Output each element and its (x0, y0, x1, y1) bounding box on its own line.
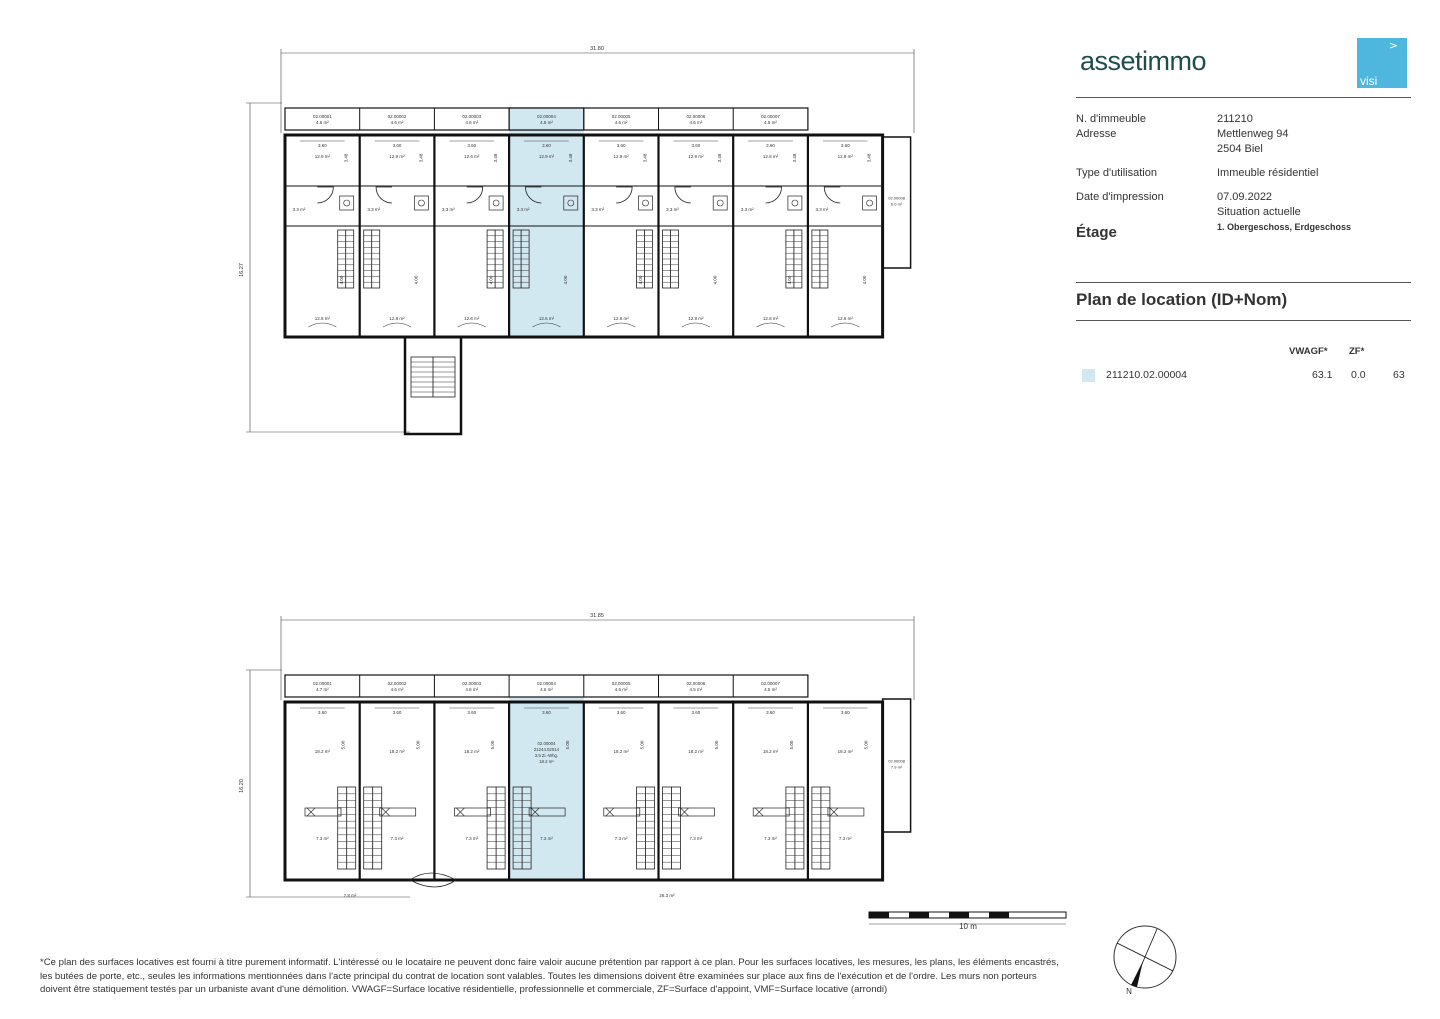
sink-bowl-icon (344, 200, 350, 206)
storage-area: 4.6 m² (315, 120, 329, 125)
section-divider-bottom (1076, 320, 1411, 321)
room-dimension-lower: 4.00 (413, 275, 419, 285)
storage-id: 02.00002 (387, 681, 407, 686)
unit (584, 141, 659, 327)
room-area-bottom: 7.3 m² (614, 836, 628, 841)
room-area-bottom: 12.9 m² (688, 316, 704, 321)
room-area-top: 12.9 m² (538, 154, 555, 159)
sink-icon (788, 196, 802, 210)
door-swing-icon (317, 187, 333, 203)
kitchen-counter (604, 808, 640, 816)
unit (300, 708, 356, 869)
window-arc (458, 323, 486, 327)
cell-width-dimension: 3.60 (766, 143, 775, 148)
door-swing-icon (616, 187, 632, 203)
appliance-icon (681, 808, 689, 816)
unit (364, 708, 421, 869)
section-divider-top (1076, 282, 1411, 283)
storage-id: 02.00003 (462, 681, 482, 686)
scale-label: 10 m (959, 922, 977, 931)
staircase-icon (663, 787, 681, 869)
print-date: 07.09.2022 (1217, 191, 1273, 203)
appliance-icon (606, 808, 614, 816)
logo-arrow-icon: > (1388, 39, 1398, 52)
room-area-bottom: 7.3 m² (540, 836, 553, 841)
room-area-top: 18.2 m² (613, 749, 629, 754)
kitchen-counter (305, 808, 341, 816)
sink-icon (414, 196, 428, 210)
appliance-icon (755, 808, 763, 816)
cell-width-dimension: 3.60 (392, 710, 402, 715)
kitchen-counter (828, 808, 864, 816)
storage-id: 02.00001 (312, 114, 332, 119)
room-area-bottom: 12.6 m² (613, 316, 629, 321)
storage-id: 02.00002 (387, 114, 407, 119)
cell-width-dimension: 3.60 (616, 143, 626, 148)
staircase-icon (786, 787, 804, 869)
room-dimension-upper: 3.48 (642, 153, 648, 163)
room-area-top: 18.2 m² (314, 749, 330, 754)
staircase-icon (364, 230, 380, 288)
room-dimension-upper: 3.48 (717, 153, 723, 163)
storage-area: 4.6 m² (390, 120, 404, 125)
storage-id: 02.00004 (537, 681, 556, 686)
cell-width-dimension: 3.60 (467, 710, 477, 715)
side-room-id: 02.00008 (888, 758, 905, 764)
scale-bar-segment (909, 912, 929, 918)
room-area-top: 12.9 m² (389, 154, 405, 159)
unit (748, 708, 804, 869)
room-dimension-lower: 4.00 (787, 275, 793, 285)
compass-needle-icon (1131, 961, 1143, 987)
cell-width-dimension: 3.60 (317, 710, 327, 715)
unit (808, 141, 883, 327)
storage-area: 4.7 m² (315, 687, 329, 692)
room-dimension-lower: 4.00 (861, 275, 867, 285)
building-no: 211210 (1217, 113, 1253, 125)
storage-area: 4.6 m² (540, 687, 553, 692)
appliance-icon (456, 808, 464, 816)
cell-width-dimension: 3.60 (616, 710, 626, 715)
outdoor-area-right: 26.3 m² (659, 893, 675, 898)
sink-bowl-icon (493, 200, 499, 206)
room-dimension-upper: 3.48 (418, 153, 424, 163)
staircase-icon (663, 230, 679, 288)
row-vmf: 63 (1393, 369, 1405, 381)
room-area-bottom: 7.3 m² (315, 836, 329, 841)
cell-width-dimension: 3.60 (840, 710, 850, 715)
brand-logo: assetimmo (1080, 46, 1207, 76)
scale-bar-segment (869, 912, 889, 918)
unit (733, 141, 808, 327)
sink-bowl-icon (792, 200, 798, 206)
staircase-icon (812, 230, 828, 288)
room-dimension-upper: 3.48 (791, 153, 797, 163)
floor-label: Étage (1076, 224, 1117, 241)
highlight-unit-label: 21244.02014 (533, 747, 559, 752)
storage-area: 4.6 m² (390, 687, 404, 692)
staircase-icon (487, 787, 505, 869)
highlight-unit-label: 02.00004 (537, 741, 556, 746)
side-room-area: 7.9 m² (890, 764, 903, 770)
outdoor-area-left: 7.8 m² (343, 893, 357, 898)
room-dimension-upper: 3.48 (866, 153, 872, 163)
door-swing-icon (675, 187, 691, 203)
highlight-unit-label: 18.2 m² (539, 759, 554, 764)
width-dimension: 31.80 (590, 46, 604, 52)
bath-area: 3.3 m² (815, 207, 829, 212)
unit (434, 141, 509, 327)
annex-stair-icon (411, 357, 455, 397)
height-dimension: 16.20 (239, 779, 245, 793)
unit (812, 708, 869, 869)
room-dimension-mid: 5.00 (490, 740, 496, 750)
north-label: N (1126, 987, 1132, 996)
staircase-icon (637, 787, 655, 869)
cell-width-dimension: 3.60 (691, 143, 701, 148)
ground-floor-plan (239, 613, 914, 898)
room-dimension-lower: 4.00 (712, 275, 718, 285)
unit (663, 708, 720, 869)
room-area-top: 18.2 m² (389, 749, 405, 754)
room-dimension-upper: 3.48 (343, 153, 349, 163)
side-room-area: 6.0 m² (890, 201, 903, 207)
col-vwagf: VWAGF* (1289, 346, 1328, 357)
address-label: Adresse (1076, 128, 1117, 140)
row-id: 211210.02.00004 (1106, 369, 1187, 381)
side-room-id: 02.00008 (888, 195, 905, 201)
staircase-icon (812, 787, 830, 869)
room-area-top: 18.2 m² (464, 749, 480, 754)
room-area-bottom: 7.3 m² (689, 836, 703, 841)
cell-width-dimension: 3.60 (766, 710, 775, 715)
staircase-icon (338, 787, 356, 869)
room-area-top: 18.2 m² (762, 749, 779, 754)
room-dimension-lower: 4.00 (637, 275, 643, 285)
bath-area: 3.3 m² (666, 207, 679, 212)
print-date-label: Date d'impression (1076, 191, 1164, 203)
storage-id: 02.00007 (761, 114, 780, 119)
storage-area: 4.5 m² (764, 687, 777, 692)
usage: Immeuble résidentiel (1217, 167, 1319, 179)
staircase-icon (364, 787, 382, 869)
kitchen-counter (380, 808, 416, 816)
storage-id: 02.00006 (686, 114, 706, 119)
storage-id: 02.00004 (537, 114, 556, 119)
room-dimension-upper: 3.48 (493, 153, 499, 163)
header-divider (1076, 97, 1411, 98)
room-area-bottom: 7.3 m² (390, 836, 404, 841)
room-dimension-mid: 5.00 (415, 740, 421, 750)
room-dimension-lower: 4.00 (339, 275, 344, 285)
building-no-label: N. d'immeuble (1076, 113, 1146, 125)
door-swing-icon (467, 187, 483, 203)
width-dimension: 31.85 (590, 613, 604, 619)
logo-text: visi (1360, 74, 1378, 88)
cell-width-dimension: 3.60 (542, 710, 551, 715)
cell-width-dimension: 3.60 (467, 143, 477, 148)
window-arc (831, 323, 859, 327)
storage-area: 4.6 m² (689, 120, 703, 125)
door-swing-icon (766, 187, 782, 203)
unit (449, 708, 505, 869)
kitchen-counter (753, 808, 789, 816)
plan-title: Plan de location (ID+Nom) (1076, 290, 1288, 309)
kitchen-counter (679, 808, 715, 816)
appliance-icon (382, 808, 390, 816)
storage-id: 02.00007 (761, 681, 780, 686)
col-zf: ZF* (1349, 346, 1365, 357)
room-dimension-lower: 4.00 (488, 275, 494, 285)
bath-area: 3.3 m² (740, 207, 754, 212)
room-area-top: 12.8 m² (762, 154, 779, 159)
disclaimer: *Ce plan des surfaces locatives est fourni à titre purement informatif. L'intéressé ou le locataire ne peuvent donc faire valoir aucune prétention par rapport à ce plan. Pour les surfaces locatives, les mesures, les plans, les éléments encastrés, les butées de porte, etc., seules les informations mentionnées dans l'acte principal du contrat de location sont valables. Toutes les dimensions doivent être examinées sur place aux fins de l'exécution et de l'ordre. Les murs non porteurs doivent être statiquement testés par un urbaniste avant d'une démolition. VWAGF=Surface locative résidentielle, professionnelle et commerciale, ZF=Surface d'appoint, VMF=Surface locative (arrondi) (40, 957, 1059, 996)
sink-bowl-icon (717, 200, 723, 206)
kitchen-counter (454, 808, 490, 816)
room-dimension-mid: 5.00 (564, 740, 570, 750)
room-area-bottom: 7.3 m² (838, 836, 852, 841)
scale-bar-segment (989, 912, 1009, 918)
sink-icon (489, 196, 503, 210)
unit (659, 141, 734, 327)
sink-bowl-icon (418, 200, 424, 206)
room-area-top: 18.2 m² (688, 749, 704, 754)
cell-width-dimension: 3.60 (691, 710, 701, 715)
sink-icon (863, 196, 877, 210)
window-arc (308, 323, 336, 327)
highlighted-unit (509, 697, 584, 880)
room-area-bottom: 12.6 m² (837, 316, 853, 321)
bath-area: 3.3 m² (442, 207, 455, 212)
highlight-swatch (1082, 369, 1095, 382)
scale-bar-segment (949, 912, 969, 918)
room-area-bottom: 12.6 m² (314, 316, 330, 321)
sink-icon (713, 196, 727, 210)
row-zf: 0.0 (1351, 369, 1366, 381)
room-area-bottom: 12.6 m² (464, 316, 480, 321)
window-arc (383, 323, 411, 327)
sink-bowl-icon (867, 200, 873, 206)
storage-area: 4.6 m² (465, 120, 479, 125)
room-area-top: 12.9 m² (613, 154, 629, 159)
room-area-top: 12.9 m² (314, 154, 330, 159)
height-dimension: 16.27 (239, 263, 245, 277)
cell-width-dimension: 3.60 (392, 143, 402, 148)
room-area-bottom: 12.8 m² (389, 316, 405, 321)
address-line1: Mettlenweg 94 (1217, 128, 1289, 140)
storage-area: 4.6 m² (465, 687, 479, 692)
room-dimension-mid: 5.00 (639, 740, 645, 750)
storage-area: 4.6 m² (540, 120, 553, 125)
room-area-bottom: 12.6 m² (538, 316, 555, 321)
unit (360, 141, 435, 327)
unit (285, 141, 360, 327)
floor-value: 1. Obergeschoss, Erdgeschoss (1217, 222, 1352, 232)
storage-area: 4.6 m² (614, 120, 628, 125)
appliance-icon (830, 808, 838, 816)
room-area-bottom: 7.3 m² (764, 836, 777, 841)
storage-area: 4.5 m² (764, 120, 777, 125)
room-area-top: 18.2 m² (837, 749, 853, 754)
bath-area: 3.3 m² (367, 207, 381, 212)
unit (599, 708, 655, 869)
bath-area: 3.3 m² (292, 207, 306, 212)
room-dimension-upper: 3.48 (567, 153, 573, 163)
window-arc (682, 323, 710, 327)
north-arrow-icon (1114, 926, 1176, 996)
scale-bar (869, 912, 1066, 931)
highlighted-storage (509, 108, 584, 130)
storage-id: 02.00003 (462, 114, 482, 119)
storage-row (285, 675, 808, 697)
storage-area: 4.5 m² (689, 687, 703, 692)
room-dimension-mid: 5.00 (863, 740, 869, 750)
window-arc (757, 323, 785, 327)
cell-width-dimension: 3.60 (840, 143, 850, 148)
row-vwagf: 63.1 (1312, 369, 1333, 381)
room-dimension-mid: 5.00 (714, 740, 720, 750)
sink-icon (639, 196, 653, 210)
room-dimension-mid: 5.00 (340, 740, 346, 750)
appliance-icon (307, 808, 315, 816)
bath-area: 3.3 m² (591, 207, 605, 212)
address-line2: 2504 Biel (1217, 143, 1263, 155)
upper-floor-plan (239, 46, 914, 434)
cell-width-dimension: 3.60 (317, 143, 327, 148)
storage-area: 4.6 m² (614, 687, 628, 692)
door-swing-icon (824, 187, 840, 203)
room-dimension-lower: 4.00 (563, 275, 569, 285)
visi-logo (1357, 38, 1407, 88)
situation: Situation actuelle (1217, 206, 1301, 218)
room-area-top: 12.9 m² (688, 154, 704, 159)
storage-id: 02.00005 (611, 114, 631, 119)
room-dimension-mid: 5.00 (788, 740, 794, 750)
cell-width-dimension: 3.60 (542, 143, 551, 148)
room-area-bottom: 12.8 m² (762, 316, 779, 321)
highlight-unit-label: 3.5 Zi.-Whg. (534, 753, 559, 758)
room-area-bottom: 7.3 m² (465, 836, 479, 841)
storage-id: 02.00005 (611, 681, 631, 686)
sink-bowl-icon (643, 200, 649, 206)
bath-area: 3.3 m² (516, 207, 530, 212)
sink-icon (340, 196, 354, 210)
storage-id: 02.00006 (686, 681, 706, 686)
window-arc (607, 323, 635, 327)
door-swing-icon (376, 187, 392, 203)
usage-label: Type d'utilisation (1076, 167, 1157, 179)
room-area-top: 12.6 m² (464, 154, 480, 159)
room-area-top: 12.8 m² (837, 154, 853, 159)
storage-id: 02.00001 (312, 681, 332, 686)
